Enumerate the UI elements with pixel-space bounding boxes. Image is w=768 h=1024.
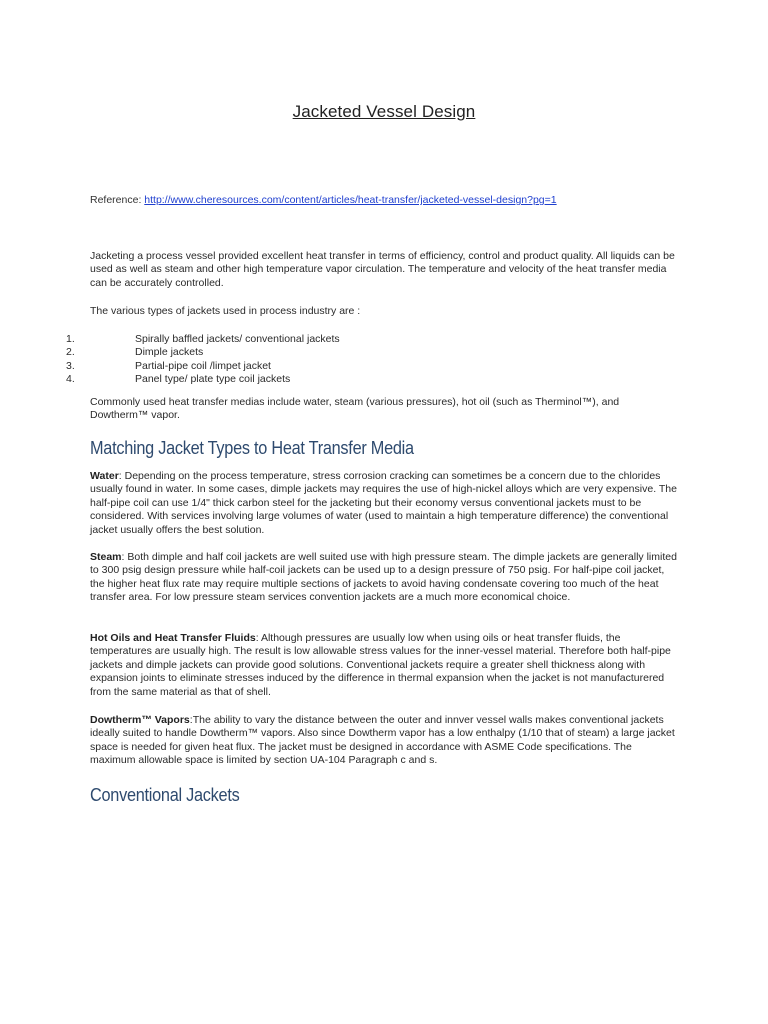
list-item bbox=[0, 333, 700, 346]
hot-oils-label: Hot Oils and Heat Transfer Fluids bbox=[90, 632, 256, 644]
list-item bbox=[0, 346, 700, 359]
list-item-text: Panel type/ plate type coil jackets bbox=[135, 373, 291, 386]
steam-paragraph bbox=[90, 551, 680, 605]
steam-label: Steam bbox=[90, 551, 122, 563]
section-heading-conventional: Conventional Jackets bbox=[90, 784, 240, 805]
jacket-types-list bbox=[0, 333, 700, 387]
reference-line bbox=[90, 194, 557, 206]
water-label: Water bbox=[90, 470, 119, 482]
media-intro-paragraph: Commonly used heat transfer medias include water, steam (various pressures), hot oil (such as Therminol™), and Dowtherm™ vapor. bbox=[90, 396, 620, 422]
hot-oils-paragraph bbox=[90, 632, 680, 699]
list-item-number: 2. bbox=[66, 346, 75, 359]
reference-link[interactable]: http://www.cheresources.com/content/articles/heat-transfer/jacketed-vessel-design?pg=1 bbox=[144, 194, 557, 206]
page-title: Jacketed Vessel Design bbox=[292, 102, 476, 121]
list-item bbox=[0, 360, 700, 373]
list-item-text: Dimple jackets bbox=[135, 346, 204, 359]
dowtherm-paragraph bbox=[90, 714, 680, 768]
dowtherm-label: Dowtherm™ Vapors bbox=[90, 714, 190, 726]
hot-oils-text: : Although pressures are usually low when using oils or heat transfer fluids, the temperatures are usually high. The result is low allowable stress values for the inner-vessel material. Therefore both half-pipe jackets and dimple jackets can provide good solutions. Conventional jackets require a greater shell thickness along with expansion joints to eliminate stresses induced by the difference in thermal expansion when the jacket is not manufacturered from the same material as that of shell. bbox=[90, 632, 671, 698]
list-item-number: 4. bbox=[66, 373, 75, 386]
list-item-text: Partial-pipe coil /limpet jacket bbox=[135, 359, 271, 372]
types-intro-paragraph: The various types of jackets used in process industry are : bbox=[90, 305, 361, 317]
water-text: : Depending on the process temperature, stress corrosion cracking can sometimes be a concern due to the chlorides usually found in water. In some cases, dimple jackets may requires the use of high-nickel alloys which are very expensive. The half-pipe coil can use 1/4" thick carbon steel for the jacketing but their economy versus conventional jackets must to be considered. With services involving large volumes of water (used to maintain a high temperature difference) the conventional jacket usually offers the best solution. bbox=[90, 470, 677, 536]
list-item-number: 3. bbox=[66, 359, 75, 372]
list-item-text: Spirally baffled jackets/ conventional jackets bbox=[135, 333, 340, 345]
steam-text: : Both dimple and half coil jackets are well suited use with high pressure steam. The dimple jackets are generally limited to 300 psig design pressure while half-coil jackets can be used up to a design pressure of 750 psig. For half-pipe coil jacket, the higher heat flux rate may require multiple sections of jackets to avoid having condensate covering too much of the heat transfer area. For low pressure steam services convention jackets are a much more economical choice. bbox=[90, 551, 677, 604]
dowtherm-text: :The ability to vary the distance between the outer and innver vessel walls makes conventional jackets ideally suited to handle Dowtherm™ vapors. Also since Dowtherm vapor has a low enthalpy (1/10 that of steam) a large jacket space is needed for given heat flux. The jacket must be designed in accordance with ASME Code specifications. The maximum allowable space is limited by section UA-104 Paragraph c and s. bbox=[90, 714, 675, 767]
list-item-number: 1. bbox=[66, 333, 75, 345]
section-heading-matching: Matching Jacket Types to Heat Transfer Media bbox=[90, 437, 414, 458]
list-item bbox=[0, 373, 700, 386]
intro-paragraph: Jacketing a process vessel provided excellent heat transfer in terms of efficiency, control and product quality. All liquids can be used as well as steam and other high temperature vapor circulation. The temperature and velocity of the heat transfer media can be accurately controlled. bbox=[90, 250, 675, 289]
reference-label: Reference: bbox=[90, 194, 145, 206]
water-paragraph bbox=[90, 470, 680, 537]
